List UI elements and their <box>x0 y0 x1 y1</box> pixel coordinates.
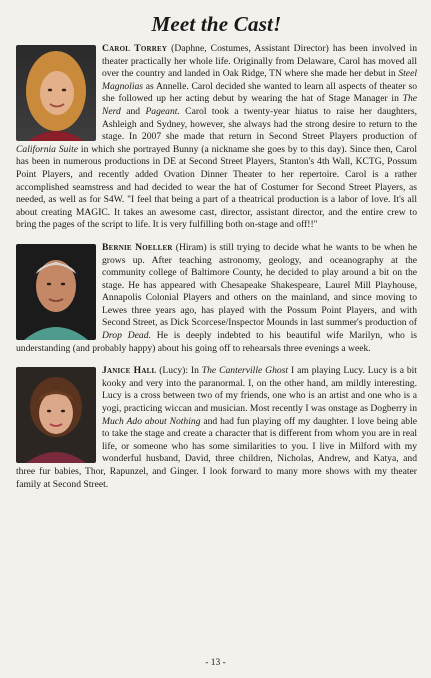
italic-title: Pageant. <box>145 105 180 117</box>
bio-segment: as Annelle. Carol decided she wanted to learn all aspects of theater so she followed up her acting debut by wearing the hat of Stage Manager in <box>102 80 417 105</box>
italic-title: The Canterville Ghost <box>201 365 289 377</box>
bio-segment: (Daphne, Costumes, Assistant Director) has been involved in theater practically her whole life. Originally from Delaware, Carol has moved all over the country and landed in Oak Ridge, TN where she made her debut in <box>102 43 417 80</box>
bio-segment: I am playing Lucy. Lucy is a bit kooky and very into the paranormal. I, on the other hand, am mildly interesting. Lucy is a cross between two of my friends, one who is an artist and one who is a yogi, practicing wiccan and musician. Most recently I was onstage as Dogberry in <box>102 365 417 415</box>
headshot-photo <box>16 45 96 141</box>
cast-bio <box>16 43 417 232</box>
bio-segment: (Lucy): In <box>156 365 202 377</box>
bio-segment: in which she portrayed Bunny (a nickname she goes by to this day). Since then, Carol has been in numerous productions in DE at Second Street Players, Stanton's 4th Wall, KCTG, Possum Point Players, and recently added Ovation Dinner Theater to her repertoire. Carol is a rather accomplished seamstress and had decided to wear the hat of Costumer for Second Street Players, as needed, as well as for S4W. "I feel that being a part of a theatrical production is a labor of love. It's all about creating MAGIC. It takes an awesome cast, director, assistant director, and the entire crew to bring the pages of the script to life. It is very fulfilling both on-stage and off!!" <box>16 143 417 231</box>
cast-name: Carol Torrey <box>102 43 168 54</box>
bio-segment: He is deeply indebted to his beautiful wife Marilyn, who is understanding (and probably happy) about his going off to rehearsals three evenings a week. <box>16 330 417 354</box>
bio-segment: Carol took a twenty-year hiatus to raise her daughters, Ashleigh and Sydney, however, she always had the strong desire to return to the stage. In 2007 she made that return in Second Street Players production of <box>102 105 417 143</box>
bio-segment: and had fun playing off my daughter. I love being able to take the stage and create a character that is different from whom you are in real life, or someone who has some similarities to you. I live in Milford with my wonderful husband, David, three children, Nicholas, Andrew, and Katya, and three fur babies, Thor, Rapunzel, and Ginger. I look forward to many more shows with my theater family at Second Street. <box>16 415 417 490</box>
page-number: - 13 - <box>205 658 226 668</box>
italic-title: Steel Magnolias <box>102 68 417 92</box>
cast-bio <box>16 365 417 491</box>
italic-title: The Nerd <box>102 93 417 117</box>
cast-name: Janice Hall <box>102 365 157 377</box>
bio-segment: (Hiram) is still trying to decide what he wants to be when he grows up. After teaching astronomy, geology, and oceanography at the community college of Baltimore County, he decided to play around a bit on the stage. He has appeared with Chesapeake Shakespeare, Laurel Mill Playhouse, Annapolis Colonial Players and others on the mainland, and since moving to Lewes three years ago, has played with the Possum Point Players, and with Second Street, as Dick Scorcese/Inspector Mounds in last summer's production of <box>102 241 417 329</box>
italic-title: Drop Dead. <box>102 330 151 342</box>
bio-segment: and <box>120 105 146 117</box>
cast-name: Bernie Noeller <box>102 241 173 253</box>
headshot-photo <box>16 244 96 340</box>
italic-title: California Suite <box>16 143 79 155</box>
headshot-photo <box>16 367 96 463</box>
page-title: Meet the Cast! <box>151 12 282 36</box>
italic-title: Much Ado about Nothing <box>102 415 201 427</box>
cast-bio <box>16 242 417 355</box>
